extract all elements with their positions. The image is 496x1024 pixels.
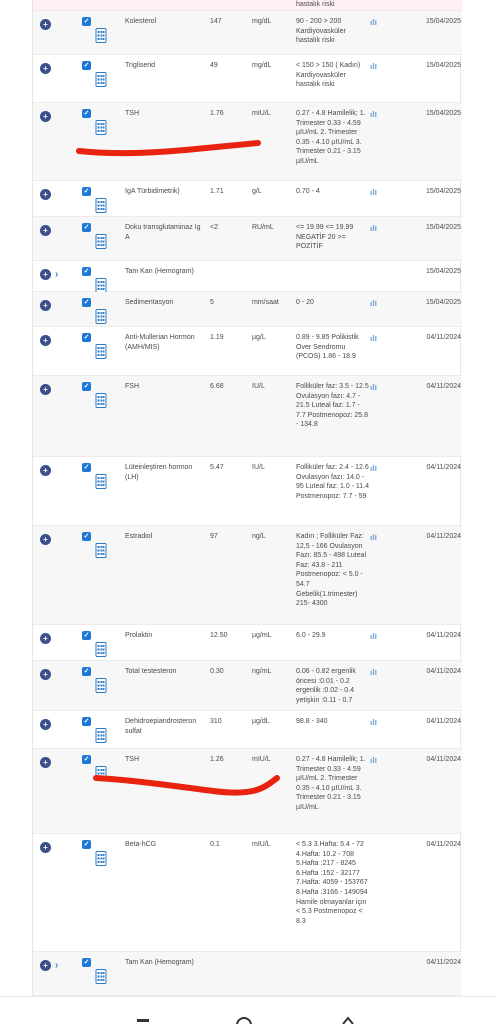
table-row	[33, 55, 462, 103]
test-unit: IU/L	[252, 383, 265, 390]
table-row	[33, 327, 462, 376]
test-date: 15/04/2025	[425, 224, 461, 231]
reference-range: 0.27 - 4.8 Hamilelik; 1. Trimester 0.33 - 4.59 µIU/mL 2. Trimester 0.35 - 4.10 µIU/mL 3. Trimester 0.21 - 3.15 µIU/mL	[296, 756, 366, 811]
table-row	[33, 0, 462, 11]
test-unit: mm/saat	[252, 299, 279, 306]
row-checkbox[interactable]: ✓	[83, 533, 90, 540]
report-document-icon[interactable]	[95, 309, 107, 324]
test-name: TSH	[125, 110, 139, 117]
row-checkbox[interactable]: ✓	[83, 62, 90, 69]
expand-plus-icon[interactable]: +	[40, 335, 51, 346]
test-name: Lüteinleştiren hormon (LH)	[125, 464, 193, 481]
row-checkbox[interactable]: ✓	[83, 756, 90, 763]
test-unit: µg/mL	[252, 632, 272, 639]
table-row	[33, 181, 462, 217]
row-checkbox[interactable]: ✓	[83, 268, 90, 275]
test-name: Tam Kan (Hemogram)	[125, 268, 194, 275]
test-name: FSH	[125, 383, 139, 390]
test-unit: IU/L	[252, 464, 265, 471]
trend-chart-icon[interactable]	[370, 334, 380, 345]
trend-chart-icon[interactable]	[370, 718, 380, 729]
test-name: Anti-Mullerian Hormon (AMH/MIS)	[125, 334, 195, 351]
test-value: 310	[210, 718, 222, 725]
reference-range: < 150 > 150 ( Kadın) Kardiyovasküler hastalık riski	[296, 62, 361, 89]
reference-range: Folliküler faz: 3.5 - 12.5 Ovulasyon fazı: 4.7 - 21.5 Luteal faz: 1.7 - 7.7 Postmenopoz: 25.8 - 134.8	[296, 383, 369, 429]
table-row	[33, 103, 462, 181]
reference-range: Kadın ; Folliküler Faz: 12,5 - 166 Ovulasyon Fazı: 85.5 - 498 Luteal Faz: 43.8 - 211 Postmenopoz: < 5.0 - 54.7 Gebelik(1.trimester) 215- 4300	[296, 533, 367, 608]
reference-range: 0.70 - 4	[296, 188, 320, 195]
test-name: Beta-hCG	[125, 841, 157, 848]
row-checkbox[interactable]: ✓	[83, 668, 90, 675]
reference-range: 0.27 - 4.8 Hamilelik; 1. Trimester 0.33 - 4.59 µIU/mL 2. Trimester 0.35 - 4.10 µIU/mL 3. Trimester 0.21 - 3.15 µIU/mL	[296, 110, 366, 165]
expand-plus-icon[interactable]: +	[40, 19, 51, 30]
test-unit: µg/dL	[252, 718, 270, 725]
reference-range: hastalık riski	[296, 1, 335, 8]
test-unit: RU/mL	[252, 224, 274, 231]
row-checkbox[interactable]: ✓	[83, 959, 90, 966]
reference-range: 90 - 200 > 200 Kardiyovasküler hastalık riski	[296, 18, 346, 45]
table-row	[33, 749, 462, 834]
test-value: 5.47	[210, 464, 224, 471]
test-name: Doku transglutaminaz Ig A	[125, 224, 201, 241]
expand-plus-icon[interactable]: +	[40, 384, 51, 395]
test-date: 04/11/2024	[426, 383, 461, 390]
expand-plus-icon[interactable]: +	[40, 842, 51, 853]
test-value: 6.68	[210, 383, 224, 390]
expand-plus-icon[interactable]: +	[40, 269, 51, 280]
menu-icon[interactable]	[340, 1015, 356, 1024]
reference-range: Folliküler faz: 2.4 - 12.6 Ovulasyon fazı: 14.0 - 95 Luteal faz: 1.0 - 11.4 Postmenopoz: 7.7 - 59	[296, 464, 370, 500]
expand-plus-icon[interactable]: +	[40, 534, 51, 545]
report-document-icon[interactable]	[95, 344, 107, 359]
test-value: 147	[210, 18, 222, 25]
trend-chart-icon[interactable]	[370, 668, 380, 679]
test-date: 04/11/2024	[426, 841, 461, 848]
table-row	[33, 834, 462, 952]
table-row	[33, 217, 462, 261]
trend-chart-icon[interactable]	[370, 756, 380, 767]
test-name: Kolesterol	[125, 18, 157, 25]
report-document-icon[interactable]	[95, 678, 107, 693]
test-date: 04/11/2024	[426, 718, 461, 725]
test-date: 15/04/2025	[425, 110, 461, 117]
test-value: 1.76	[210, 110, 224, 117]
reference-range: <= 19.99 <= 19.99 NEGATİF 20 >= POZİTİF	[296, 224, 354, 251]
report-document-icon[interactable]	[95, 642, 107, 657]
test-date: 04/11/2024	[426, 959, 461, 966]
home-icon[interactable]	[236, 1015, 252, 1024]
test-unit: mIU/L	[252, 841, 271, 848]
row-checkbox[interactable]: ✓	[83, 18, 90, 25]
trend-chart-icon[interactable]	[370, 18, 380, 29]
test-date: 15/04/2025	[425, 18, 461, 25]
test-date: 15/04/2025	[425, 62, 461, 69]
test-date: 04/11/2024	[426, 533, 461, 540]
row-checkbox[interactable]: ✓	[83, 841, 90, 848]
report-document-icon[interactable]	[95, 393, 107, 408]
expand-plus-icon[interactable]: +	[40, 465, 51, 476]
test-unit: mIU/L	[252, 756, 271, 763]
table-row	[33, 625, 462, 661]
test-name: Tam Kan (Hemogram)	[125, 959, 194, 966]
expand-plus-icon[interactable]: +	[40, 300, 51, 311]
row-checkbox[interactable]: ✓	[83, 224, 90, 231]
trend-chart-icon[interactable]	[370, 110, 380, 121]
reference-range: 0.89 - 9.85 Polikistik Over Sendromu (PCOS) 1.86 - 18.9	[296, 334, 359, 361]
test-unit: mg/dL	[252, 62, 272, 69]
row-checkbox[interactable]: ✓	[83, 464, 90, 471]
group-row	[33, 261, 462, 292]
reference-range: 98.8 - 340	[296, 718, 328, 725]
test-unit: mIU/L	[252, 110, 271, 117]
test-value: 1.26	[210, 756, 224, 763]
expand-plus-icon[interactable]: +	[40, 63, 51, 74]
browser-bottom-bar	[0, 996, 496, 1024]
trend-chart-icon[interactable]	[370, 224, 380, 235]
test-value: 0.1	[210, 841, 220, 848]
table-row	[33, 457, 462, 526]
test-value: 5	[210, 299, 214, 306]
test-name: Estradiol	[125, 533, 153, 540]
report-document-icon[interactable]	[95, 474, 107, 489]
row-checkbox[interactable]: ✓	[83, 110, 90, 117]
expand-plus-icon[interactable]: +	[40, 757, 51, 768]
test-date: 15/04/2025	[425, 268, 461, 275]
report-document-icon[interactable]	[95, 969, 107, 984]
report-document-icon[interactable]	[95, 766, 107, 781]
test-value: 1.71	[210, 188, 224, 195]
trend-chart-icon[interactable]	[370, 464, 380, 475]
test-name: Dehidroepiandrosteron sulfat	[125, 718, 197, 735]
report-document-icon[interactable]	[95, 278, 107, 293]
expand-plus-icon[interactable]: +	[40, 633, 51, 644]
report-document-icon[interactable]	[95, 851, 107, 866]
report-document-icon[interactable]	[95, 234, 107, 249]
test-name: Trigliserid	[125, 62, 156, 69]
expand-plus-icon[interactable]: +	[40, 189, 51, 200]
test-date: 15/04/2025	[425, 188, 461, 195]
reference-range: 0.06 - 0.82 ergenlik öncesi :0.01 - 0.2 ergenlik :0.02 - 0.4 yetişkin :0.11 - 0.7	[296, 668, 356, 704]
test-date: 04/11/2024	[426, 668, 461, 675]
test-unit: ng/mL	[252, 668, 272, 675]
report-document-icon[interactable]	[95, 72, 107, 87]
row-checkbox[interactable]: ✓	[83, 632, 90, 639]
table-row	[33, 661, 462, 711]
test-value: 49	[210, 62, 218, 69]
test-date: 15/04/2025	[425, 299, 461, 306]
trend-chart-icon[interactable]	[370, 299, 380, 310]
reference-range: 6.0 - 29.9	[296, 632, 326, 639]
trend-chart-icon[interactable]	[370, 383, 380, 394]
expand-plus-icon[interactable]: +	[40, 225, 51, 236]
test-value: 12.50	[210, 632, 228, 639]
table-row	[33, 11, 462, 55]
trend-chart-icon[interactable]	[370, 62, 380, 73]
test-value: <2	[210, 224, 218, 231]
trend-chart-icon[interactable]	[370, 188, 380, 199]
table-row	[33, 376, 462, 457]
report-document-icon[interactable]	[95, 198, 107, 213]
test-value: 97	[210, 533, 218, 540]
chevron-right-icon[interactable]: ›	[55, 269, 59, 280]
reference-range: 0 - 20	[296, 299, 314, 306]
test-name: Total testesteron	[125, 668, 177, 675]
tabs-icon[interactable]	[135, 1015, 151, 1024]
test-name: Prolaktin	[125, 632, 153, 639]
row-checkbox[interactable]: ✓	[83, 188, 90, 195]
chevron-right-icon[interactable]: ›	[55, 960, 59, 971]
test-name: TSH	[125, 756, 139, 763]
row-checkbox[interactable]: ✓	[83, 299, 90, 306]
test-unit: mg/dL	[252, 18, 272, 25]
lab-results-table	[32, 0, 461, 996]
report-document-icon[interactable]	[95, 728, 107, 743]
row-checkbox[interactable]: ✓	[83, 718, 90, 725]
row-checkbox[interactable]: ✓	[83, 334, 90, 341]
table-row	[33, 711, 462, 749]
test-date: 04/11/2024	[426, 632, 461, 639]
report-document-icon[interactable]	[95, 28, 107, 43]
expand-plus-icon[interactable]: +	[40, 719, 51, 730]
table-row	[33, 526, 462, 625]
expand-plus-icon[interactable]: +	[40, 960, 51, 971]
test-unit: µg/L	[252, 334, 266, 341]
test-unit: ng/L	[252, 533, 266, 540]
trend-chart-icon[interactable]	[370, 632, 380, 643]
test-value: 0.30	[210, 668, 224, 675]
expand-plus-icon[interactable]: +	[40, 669, 51, 680]
test-unit: g/L	[252, 188, 262, 195]
test-date: 04/11/2024	[426, 756, 461, 763]
row-checkbox[interactable]: ✓	[83, 383, 90, 390]
test-value: 1.19	[210, 334, 224, 341]
expand-plus-icon[interactable]: +	[40, 111, 51, 122]
table-row	[33, 292, 462, 327]
test-name: Sedimentasyon	[125, 299, 174, 306]
test-date: 04/11/2024	[426, 334, 461, 341]
report-document-icon[interactable]	[95, 543, 107, 558]
reference-range: < 5.3 3.Hafta: 5.4 - 72 4.Hafta: 10.2 - 708 5.Hafta :217 - 8245 6.Hafta :152 - 32177 7.Hafta: 4059 - 153767 8.Hafta :3166 - 149094 Hamile olmayanlar için < 5.3 Postmenopoz < 8.3	[296, 841, 368, 925]
test-date: 04/11/2024	[426, 464, 461, 471]
trend-chart-icon[interactable]	[370, 533, 380, 544]
test-name: IgA Türbidimetrik)	[125, 188, 180, 195]
group-row	[33, 952, 462, 996]
report-document-icon[interactable]	[95, 120, 107, 135]
